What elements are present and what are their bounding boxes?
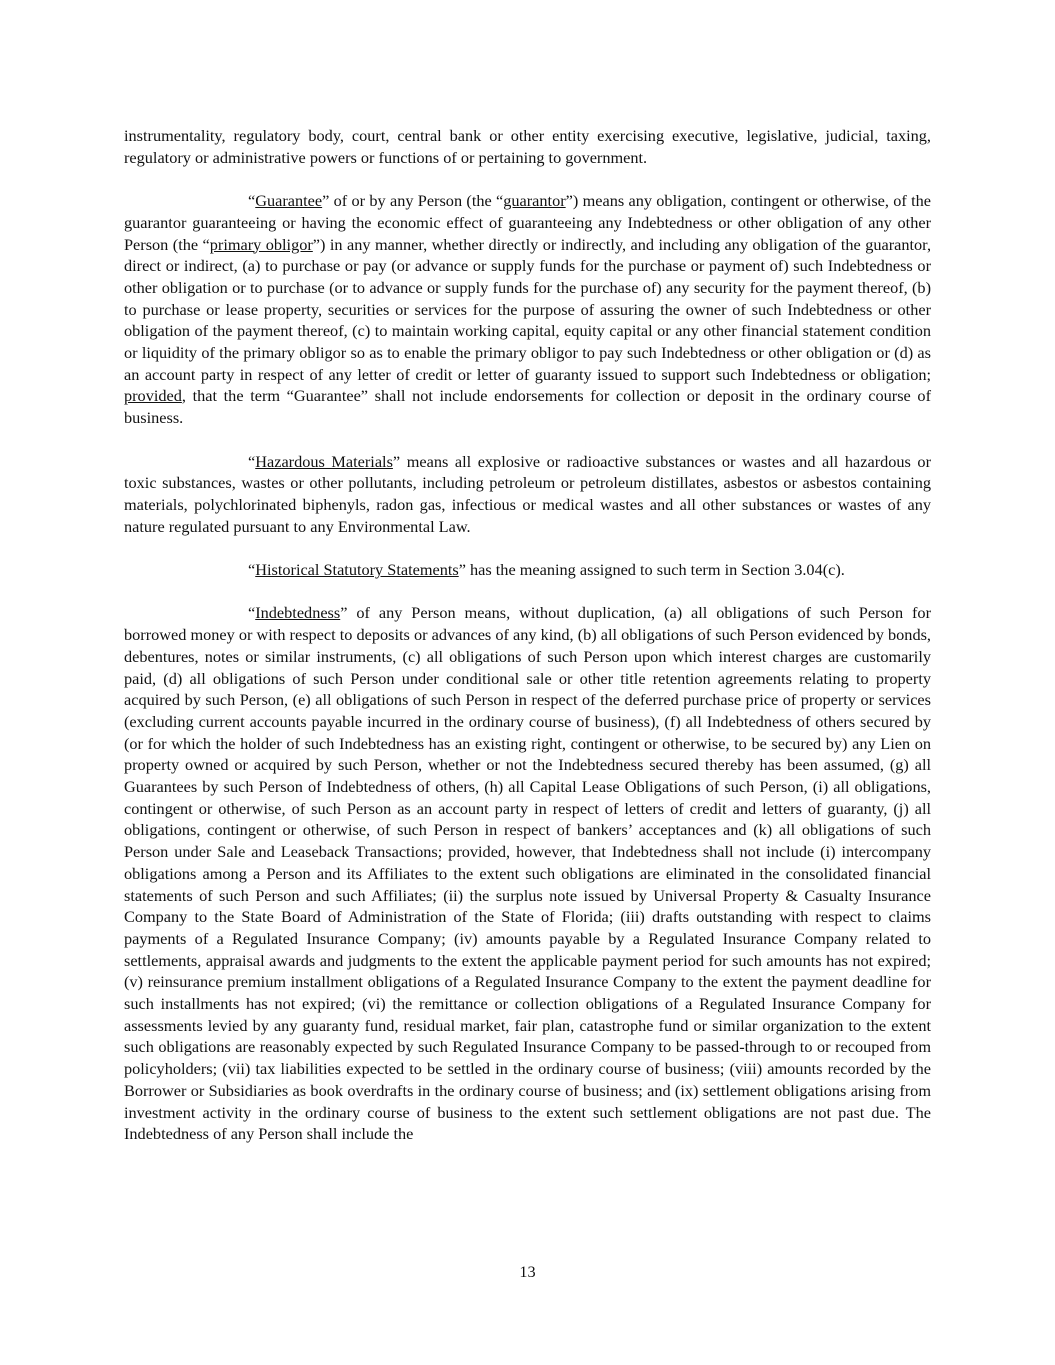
definition-text: ” has the meaning assigned to such term in Section 3.04(c). — [458, 560, 845, 580]
definition-guarantee — [124, 190, 931, 429]
defined-term-hazardous-materials: Hazardous Materials — [255, 451, 393, 471]
definition-historical-statutory-statements — [124, 559, 931, 581]
page-number: 13 — [519, 1262, 536, 1281]
open-quote: “ — [248, 451, 256, 471]
open-quote: “ — [248, 191, 256, 211]
definition-text: ”) means any obligation, contingent or otherwise, of the guarantor guaranteeing or having the economic effect of guaranteeing any Indebtedness or other obligation of any other Person (the “ — [124, 191, 932, 254]
open-quote: “ — [248, 560, 256, 580]
definition-text: ” means all explosive or radioactive substances or wastes and all hazardous or toxic substances, wastes or other pollutants, including petroleum or petroleum distillates, asbestos or asbestos containing materials, polychlorinated biphenyls, radon gas, infectious or medical wastes and all other substances or wastes of any nature regulated pursuant to any Environmental Law. — [124, 451, 931, 536]
defined-term-guarantee: Guarantee — [255, 191, 323, 211]
paragraph-continuation — [124, 125, 931, 168]
defined-term-primary-obligor: primary obligor — [209, 234, 313, 254]
definition-text: ” of any Person means, without duplication, (a) all obligations of such Person for borrowed money or with respect to deposits or advances of any kind, (b) all obligations of such Person evidenced by bonds, debentures, notes or similar instruments, (c) all obligations of such Person upon which interest charges are customarily paid, (d) all obligations of such Person under conditional sale or other title retention agreements relating to property acquired by such Person, (e) all obligations of such Person in respect of the deferred purchase price of property or services (excluding current accounts payable incurred in the ordinary course of business), (f) all Indebtedness of others secured by (or for which the holder of such Indebtedness has an existing right, contingent or otherwise, to be secured by) any Lien on property owned or acquired by such Person, whether or not the Indebtedness secured thereby has been assumed, (g) all Guarantees by such Person of Indebtedness of others, (h) all Capital Lease Obligations of such Person, (i) all obligations, contingent or otherwise, of such Person as an account party in respect of letters of credit and letters of guaranty, (j) all obligations, contingent or otherwise, of such Person in respect of bankers’ acceptances and (k) all obligations of such Person under Sale and Leaseback Transactions; provided, however, that Indebtedness shall not include (i) intercompany obligations among a Person and its Affiliates to the extent such obligations are eliminated in the consolidated financial statements of such Person and such Affiliates; (ii) the surplus note issued by Universal Property & Casualty Insurance Company to the State Board of Administration of the State of Florida; (iii) drafts outstanding with respect to claims payments of a Regulated Insurance Company; (iv) amounts payable by a Regulated Insurance Company related to settlements, appraisal awards and judgments to the extent the applicable payment period for such amounts has not expired; (v) reinsurance premium installment obligations of a Regulated Insurance Company to the extent the payment deadline for such installments has not expired; (vi) the remittance or collection obligations of a Regulated Insurance Company for assessments levied by any guaranty fund, residual market, fair plan, catastrophe fund or similar organization to the extent such obligations are reasonably expected by such Regulated Insurance Company to be passed-through to or recouped from policyholders; (vii) tax liabilities expected to be settled in the ordinary course of business; (viii) amounts recorded by the Borrower or Subsidiaries as book overdrafts in the ordinary course of business; and (ix) settlement obligations arising from investment activity in the ordinary course of business to the extent such settlement obligations are not past due. The Indebtedness of any Person shall include the — [124, 603, 931, 1144]
definition-text: , that the term “Guarantee” shall not include endorsements for collection or deposit in the ordinary course of business. — [124, 386, 931, 428]
definition-indebtedness — [124, 602, 931, 1145]
document-page — [124, 125, 931, 1167]
definition-hazardous-materials — [124, 451, 931, 538]
paragraph-text: instrumentality, regulatory body, court, central bank or other entity exercising executive, legislative, judicial, taxing, regulatory or administrative powers or functions of or pertaining to government. — [124, 126, 931, 167]
defined-term-historical-statutory-statements: Historical Statutory Statements — [255, 560, 459, 580]
defined-term-guarantor: guarantor — [503, 191, 566, 211]
definition-text: ” of or by any Person (the “ — [322, 191, 504, 211]
open-quote: “ — [248, 603, 256, 623]
definition-text: ”) in any manner, whether directly or indirectly, and including any obligation of the guarantor, direct or indirect, (a) to purchase or pay (or advance or supply funds for the purchase or payment of) such Indebtedness or other obligation or to purchase (or to advance or supply funds for the purchase of) any security for the payment thereof, (b) to purchase or lease property, securities or services for the purpose of assuring the owner of such Indebtedness or other obligation of the payment thereof, (c) to maintain working capital, equity capital or any other financial statement condition or liquidity of the primary obligor so as to enable the primary obligor to pay such Indebtedness or other obligation or (d) as an account party in respect of any letter of credit or letter of guaranty issued to support such Indebtedness or obligation; — [124, 234, 932, 384]
defined-term-indebtedness: Indebtedness — [255, 603, 341, 623]
provided-term: provided — [124, 386, 182, 406]
